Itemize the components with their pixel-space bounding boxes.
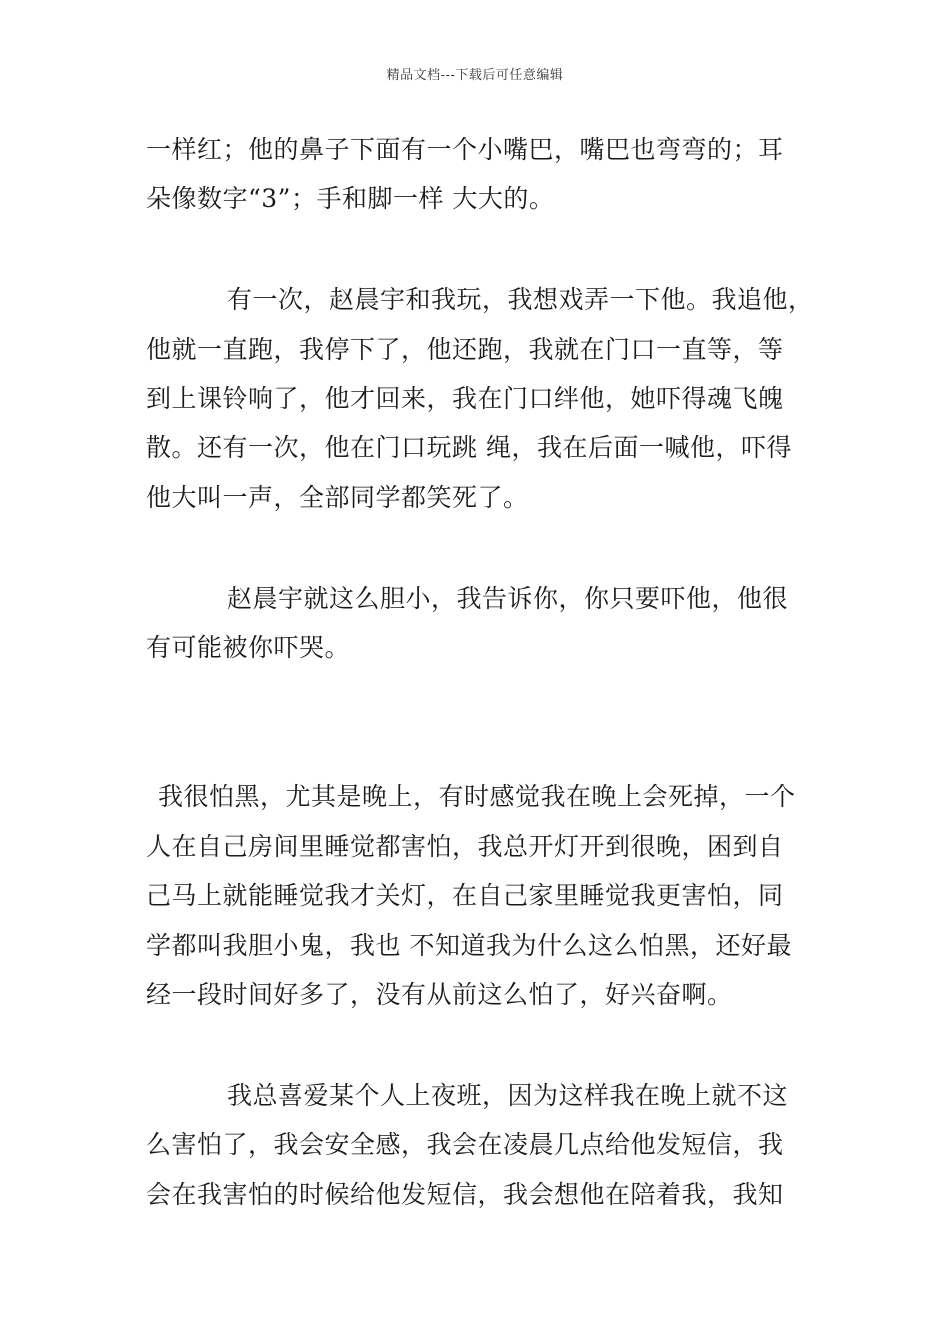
paragraph-1-line-2: 朵像数字“3”；手和脚一样 大大的。	[146, 184, 555, 213]
paragraph-2-line-1: 有一次，赵晨宇和我玩，我想戏弄一下他。我追他，	[227, 285, 814, 314]
paragraph-4-line-1: 我很怕黑，尤其是晚上，有时感觉我在晚上会死掉，一个	[158, 782, 796, 811]
paragraph-2-line-5: 他大叫一声，全部同学都笑死了。	[146, 483, 529, 512]
paragraph-1-line-1: 一样红；他的鼻子下面有一个小嘴巴，嘴巴也弯弯的；耳	[146, 135, 784, 164]
paragraph-3-line-2: 有可能被你吓哭。	[146, 633, 351, 662]
paragraph-2-line-2: 他就一直跑，我停下了，他还跑，我就在门口一直等，等	[146, 335, 784, 364]
paragraph-2-line-3: 到上课铃响了，他才回来，我在门口绊他，她吓得魂飞魄	[146, 384, 784, 413]
paragraph-4-line-5: 经一段时间好多了，没有从前这么怕了，好兴奋啊。	[146, 980, 733, 1009]
paragraph-2-line-4: 散。还有一次，他在门口玩跳 绳，我在后面一喊他，吓得	[146, 433, 792, 462]
paragraph-4-line-2: 人在自己房间里睡觉都害怕，我总开灯开到很晚，困到自	[146, 832, 784, 861]
paragraph-4-line-3: 己马上就能睡觉我才关灯，在自己家里睡觉我更害怕，同	[146, 881, 784, 910]
paragraph-4-line-4: 学都叫我胆小鬼，我也 不知道我为什么这么怕黑，还好最	[146, 931, 792, 960]
paragraph-5-line-3: 会在我害怕的时候给他发短信，我会想他在陪着我，我知	[146, 1180, 784, 1209]
paragraph-5-line-1: 我总喜爱某个人上夜班，因为这样我在晚上就不这	[227, 1081, 789, 1110]
paragraph-5-line-2: 么害怕了，我会安全感，我会在凌晨几点给他发短信，我	[146, 1130, 784, 1159]
paragraph-3-line-1: 赵晨宇就这么胆小，我告诉你，你只要吓他，他很	[227, 584, 789, 613]
page-header: 精品文档---下载后可任意编辑	[386, 68, 564, 83]
